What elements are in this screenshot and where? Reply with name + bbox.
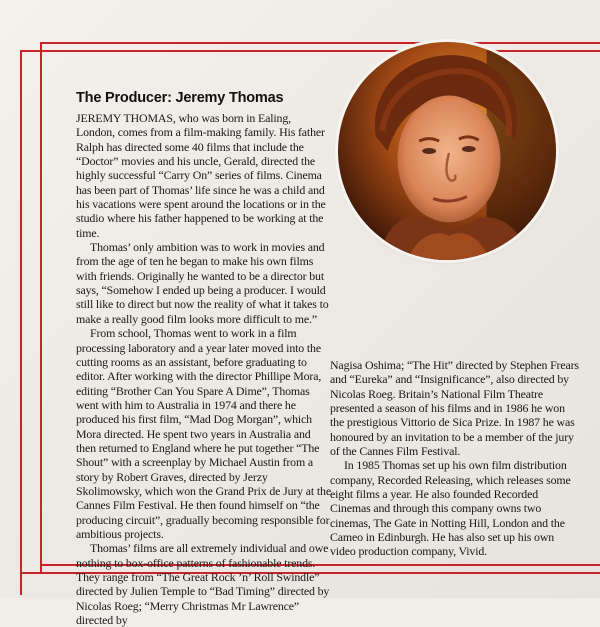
- frame-line-top-inner: [40, 42, 600, 44]
- left-text-column: [76, 111, 332, 627]
- frame-line-top-outer: [20, 50, 600, 52]
- frame-line-left-outer: [20, 50, 22, 595]
- frame-line-left-inner: [40, 42, 42, 572]
- portrait-illustration: [338, 42, 556, 260]
- paragraph: Thomas’ films are all extremely individual and owe nothing to box-office patterns of fashionable trends. They range from “The Great Rock ’n’ Roll Swindle” directed by Julien Temple to “Bad Timing” directed by Nicolas Roeg; “Merry Christmas Mr Lawrence” directed by: [76, 541, 330, 627]
- paragraph: Thomas’ only ambition was to work in movies and from the age of ten he began to make his own films with friends. Originally he wanted to be a director but says, “Somehow I ended up being a producer. I would still like to direct but now the reality of what it takes to make a really good film looks more difficult to me.”: [76, 240, 329, 326]
- portrait-photo: [338, 42, 556, 260]
- paragraph: From school, Thomas went to work in a film processing laboratory and a year later moved into the cutting rooms as an assistant, before graduating to editor. After working with the director Phillipe Mora, editing “Brother Can You Spare A Dime”, Thomas went with him to Australia in 1974 and there he produced his first film, “Mad Dog Morgan”, which Mora directed. He spent two years in Australia and then returned to England where he put together “The Shout” with a screenplay by Michael Austin from a story by Robert Graves, directed by Jerzy Skolimowsky, which won the Grand Prix de Jury at the Cannes Film Festival. He then found himself on “the producing circuit”, gradually becoming responsible for ambitious projects.: [76, 326, 331, 541]
- paragraph: Nagisa Oshima; “The Hit” directed by Stephen Frears and “Eureka” and “Insignificance”, also directed by Nicolas Roeg. Britain’s National Film Theatre presented a season of his films and in 1986 he won the prestigious Vittorio de Sica Prize. In 1987 he was honoured by an invitation to be a member of the jury of the Cannes Film Festival.: [330, 358, 579, 459]
- paragraph: JEREMY THOMAS, who was born in Ealing, London, comes from a film-making family. His father Ralph has directed some 40 films that include the “Doctor” movies and his uncle, Gerald, directed the highly successful “Carry On” series of films. Cinema has been part of Thomas’ life since he was a child and his vacations were spent around the locations or in the studio where his father happened to be working at the time.: [76, 111, 326, 240]
- paragraph: In 1985 Thomas set up his own film distribution company, Recorded Releasing, which releases some eight films a year. He also founded Recorded Cinemas and through this company owns two cinemas, The Gate in Notting Hill, London and the Cameo in Edinburgh. He has also set up his own video production company, Vivid.: [330, 458, 571, 559]
- page-title: The Producer: Jeremy Thomas: [76, 90, 284, 106]
- right-text-column: [330, 358, 580, 559]
